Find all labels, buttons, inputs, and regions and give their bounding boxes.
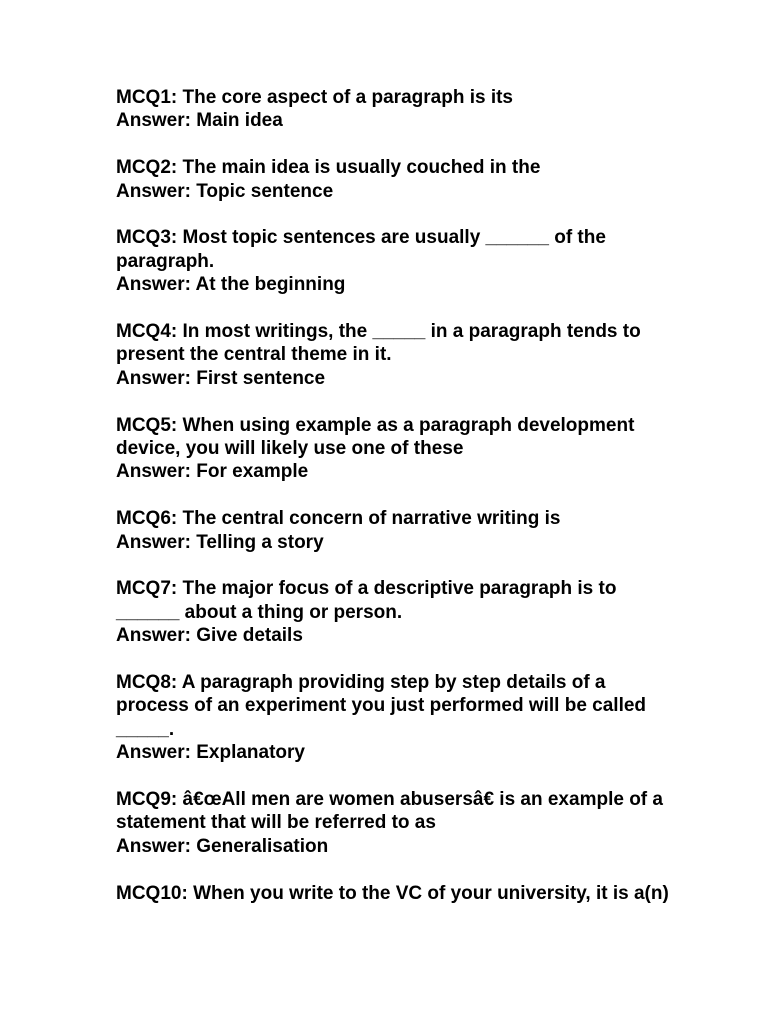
answer-text: Answer: Topic sentence [116,180,334,202]
mcq-item-1 [116,86,676,133]
mcq-item-4 [116,320,676,390]
question-text: MCQ8: A paragraph providing step by step details of a process of an experiment you just performed will be called _____. [116,672,647,740]
mcq-item-3 [116,226,676,296]
question-text: MCQ2: The main idea is usually couched in the [116,157,541,179]
answer-text: Answer: First sentence [116,367,326,389]
answer-text: Answer: At the beginning [116,274,346,296]
answer-text: Answer: For example [116,461,309,483]
mcq-item-9 [116,788,676,858]
answer-text: Answer: Give details [116,625,303,647]
mcq-item-10 [116,882,676,905]
question-text: MCQ3: Most topic sentences are usually ______ of the paragraph. [116,227,606,272]
mcq-item-7 [116,577,676,647]
answer-text: Answer: Generalisation [116,835,329,857]
answer-text: Answer: Explanatory [116,742,305,764]
mcq-item-5 [116,414,676,484]
mcq-item-2 [116,156,676,203]
mcq-item-8 [116,671,676,765]
answer-text: Answer: Telling a story [116,531,324,553]
question-text: MCQ1: The core aspect of a paragraph is its [116,87,513,108]
question-text: MCQ6: The central concern of narrative writing is [116,508,561,530]
mcq-list [116,86,676,928]
question-text: MCQ7: The major focus of a descriptive paragraph is to ______ about a thing or person. [116,578,617,623]
answer-text: Answer: Main idea [116,110,283,132]
mcq-item-6 [116,507,676,554]
question-text: MCQ5: When using example as a paragraph development device, you will likely use one of these [116,414,635,460]
question-text: MCQ10: When you write to the VC of your university, it is a(n) [116,882,669,904]
question-text: MCQ4: In most writings, the _____ in a paragraph tends to present the central theme in it. [116,321,641,366]
question-text: MCQ9: â€œAll men are women abusersâ€ is an example of a statement that will be referred to as [116,789,663,834]
